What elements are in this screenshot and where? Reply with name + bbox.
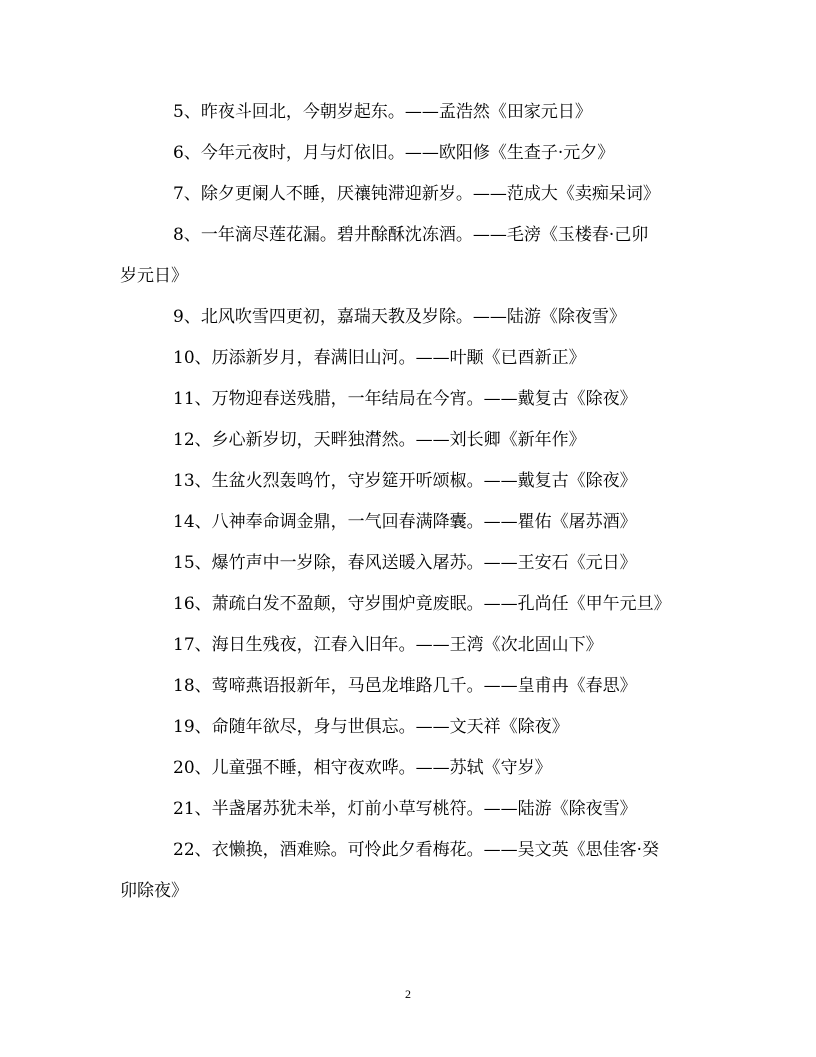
poem-list xyxy=(120,102,700,922)
page-number: 2 xyxy=(405,987,411,1001)
poem-line: 7、除夕更阑人不睡，厌禳钝滞迎新岁。——范成大《卖痴呆词》 xyxy=(173,184,660,204)
poem-line: 19、命随年欲尽，身与世俱忘。——文天祥《除夜》 xyxy=(173,717,569,737)
poem-line: 15、爆竹声中一岁除，春风送暖入屠苏。——王安石《元日》 xyxy=(173,553,637,573)
poem-line: 17、海日生残夜，江春入旧年。——王湾《次北固山下》 xyxy=(173,635,603,655)
poem-line: 20、儿童强不睡，相守夜欢哗。——苏轼《守岁》 xyxy=(173,758,552,778)
poem-line: 13、生盆火烈轰鸣竹，守岁筵开听颂椒。——戴复古《除夜》 xyxy=(173,471,637,491)
poem-line: 10、历添新岁月，春满旧山河。——叶颙《已酉新正》 xyxy=(173,348,586,368)
poem-line: 8、一年滴尽莲花漏。碧井酴酥沈冻酒。——毛滂《玉楼春·己卯 xyxy=(173,225,649,245)
poem-line-continuation: 卯除夜》 xyxy=(120,881,188,901)
poem-line: 11、万物迎春送残腊，一年结局在今宵。——戴复古《除夜》 xyxy=(173,389,637,409)
poem-line: 12、乡心新岁切，天畔独潸然。——刘长卿《新年作》 xyxy=(173,430,586,450)
poem-line: 9、北风吹雪四更初，嘉瑞天教及岁除。——陆游《除夜雪》 xyxy=(173,307,626,327)
poem-line: 14、八神奉命调金鼎，一气回春满降囊。——瞿佑《屠苏酒》 xyxy=(173,512,637,532)
poem-line: 6、今年元夜时，月与灯依旧。——欧阳修《生查子·元夕》 xyxy=(173,143,615,163)
poem-line-continuation: 岁元日》 xyxy=(120,266,188,286)
poem-line: 18、莺啼燕语报新年，马邑龙堆路几千。——皇甫冉《春思》 xyxy=(173,676,637,696)
poem-line: 16、萧疏白发不盈颠，守岁围炉竟废眠。——孔尚任《甲午元旦》 xyxy=(173,594,671,614)
poem-line: 22、衣懒换，酒难赊。可怜此夕看梅花。——吴文英《思佳客·癸 xyxy=(173,840,660,860)
poem-line: 21、半盏屠苏犹未举，灯前小草写桃符。——陆游《除夜雪》 xyxy=(173,799,637,819)
poem-line: 5、昨夜斗回北，今朝岁起东。——孟浩然《田家元日》 xyxy=(173,102,592,122)
